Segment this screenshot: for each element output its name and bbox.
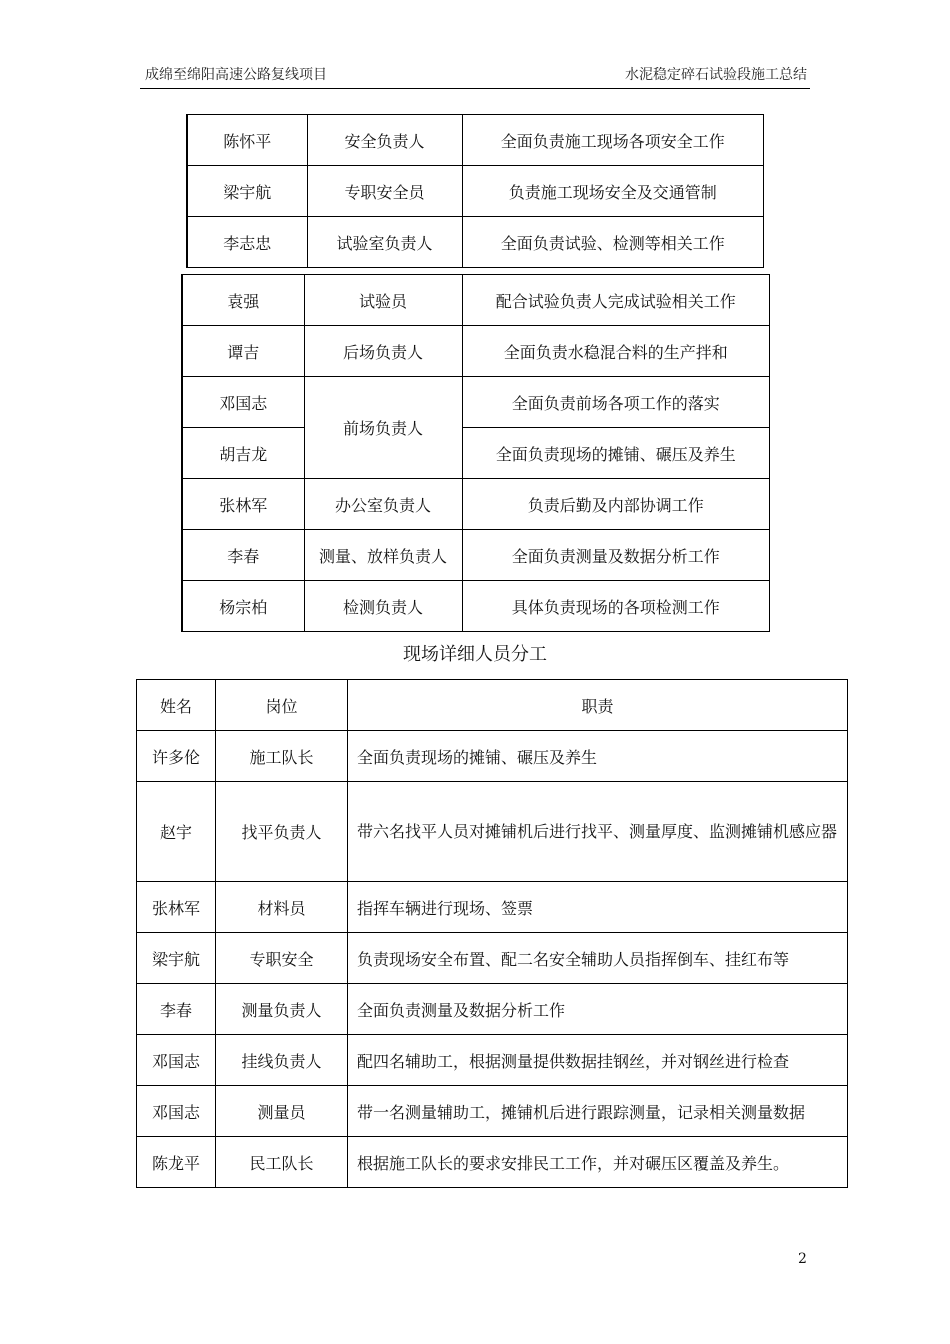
staff-table-part2 [181, 274, 770, 632]
role-cell: 挂线负责人 [216, 1035, 348, 1086]
name-cell: 赵宇 [137, 782, 216, 882]
name-cell: 邓国志 [137, 1086, 216, 1137]
name-cell: 梁宇航 [137, 933, 216, 984]
header-project-title: 成绵至绵阳高速公路复线项目 [145, 67, 327, 83]
duty-cell: 全面负责前场各项工作的落实 [462, 377, 770, 428]
table-caption: 现场详细人员分工 [403, 644, 547, 665]
role-cell: 专职安全员 [307, 166, 462, 217]
table-row [137, 1137, 848, 1188]
name-cell: 李志忠 [187, 217, 307, 268]
name-cell: 梁宇航 [187, 166, 307, 217]
table-row [182, 581, 770, 632]
table-row [137, 984, 848, 1035]
role-cell: 找平负责人 [216, 782, 348, 882]
duty-cell: 负责后勤及内部协调工作 [462, 479, 770, 530]
site-assignment-table [136, 679, 848, 1188]
name-cell: 李春 [137, 984, 216, 1035]
duty-cell: 全面负责测量及数据分析工作 [462, 530, 770, 581]
duty-cell: 负责现场安全布置、配二名安全辅助人员指挥倒车、挂红布等 [348, 933, 848, 984]
name-cell: 胡吉龙 [182, 428, 304, 479]
table-row [182, 428, 770, 479]
duty-cell: 全面负责施工现场各项安全工作 [462, 115, 764, 166]
table-header-row [137, 680, 848, 731]
role-cell: 材料员 [216, 882, 348, 933]
name-cell: 杨宗柏 [182, 581, 304, 632]
name-cell: 许多伦 [137, 731, 216, 782]
table-row [187, 115, 764, 166]
name-cell: 邓国志 [137, 1035, 216, 1086]
name-cell: 袁强 [182, 275, 304, 326]
role-cell: 办公室负责人 [304, 479, 462, 530]
duty-cell: 负责施工现场安全及交通管制 [462, 166, 764, 217]
table-row [182, 377, 770, 428]
role-cell: 试验室负责人 [307, 217, 462, 268]
header-name: 姓名 [137, 680, 216, 731]
role-cell: 试验员 [304, 275, 462, 326]
name-cell: 邓国志 [182, 377, 304, 428]
duty-cell: 配四名辅助工，根据测量提供数据挂钢丝，并对钢丝进行检查 [348, 1035, 848, 1086]
duty-cell: 全面负责测量及数据分析工作 [348, 984, 848, 1035]
role-cell: 后场负责人 [304, 326, 462, 377]
role-cell: 安全负责人 [307, 115, 462, 166]
table-row [137, 882, 848, 933]
table-row [137, 782, 848, 882]
table-row [182, 326, 770, 377]
duty-cell: 带一名测量辅助工，摊铺机后进行跟踪测量，记录相关测量数据 [348, 1086, 848, 1137]
name-cell: 陈怀平 [187, 115, 307, 166]
name-cell: 李春 [182, 530, 304, 581]
table-row [137, 933, 848, 984]
table-row [187, 166, 764, 217]
duty-cell: 全面负责现场的摊铺、碾压及养生 [462, 428, 770, 479]
name-cell: 陈龙平 [137, 1137, 216, 1188]
table-row [137, 731, 848, 782]
header-duty: 职责 [348, 680, 848, 731]
role-cell: 施工队长 [216, 731, 348, 782]
role-cell: 民工队长 [216, 1137, 348, 1188]
table-row [187, 217, 764, 268]
table-row [182, 479, 770, 530]
name-cell: 张林军 [137, 882, 216, 933]
page-number: 2 [798, 1251, 807, 1267]
duty-cell: 具体负责现场的各项检测工作 [462, 581, 770, 632]
staff-table-part1 [186, 114, 764, 268]
duty-cell: 全面负责试验、检测等相关工作 [462, 217, 764, 268]
table-row [137, 1035, 848, 1086]
role-cell-merged: 前场负责人 [304, 377, 462, 479]
header-document-title: 水泥稳定碎石试验段施工总结 [625, 67, 807, 83]
header-divider [140, 88, 810, 89]
name-cell: 张林军 [182, 479, 304, 530]
duty-cell: 指挥车辆进行现场、签票 [348, 882, 848, 933]
role-cell: 测量、放样负责人 [304, 530, 462, 581]
duty-cell: 配合试验负责人完成试验相关工作 [462, 275, 770, 326]
duty-cell: 全面负责水稳混合料的生产拌和 [462, 326, 770, 377]
table-row [137, 1086, 848, 1137]
table-row [182, 530, 770, 581]
role-cell: 测量员 [216, 1086, 348, 1137]
role-cell: 测量负责人 [216, 984, 348, 1035]
duty-cell: 全面负责现场的摊铺、碾压及养生 [348, 731, 848, 782]
duty-cell: 带六名找平人员对摊铺机后进行找平、测量厚度、监测摊铺机感应器 [348, 782, 848, 882]
table-row [182, 275, 770, 326]
duty-cell: 根据施工队长的要求安排民工工作，并对碾压区覆盖及养生。 [348, 1137, 848, 1188]
role-cell: 检测负责人 [304, 581, 462, 632]
role-cell: 专职安全 [216, 933, 348, 984]
name-cell: 谭吉 [182, 326, 304, 377]
header-role: 岗位 [216, 680, 348, 731]
